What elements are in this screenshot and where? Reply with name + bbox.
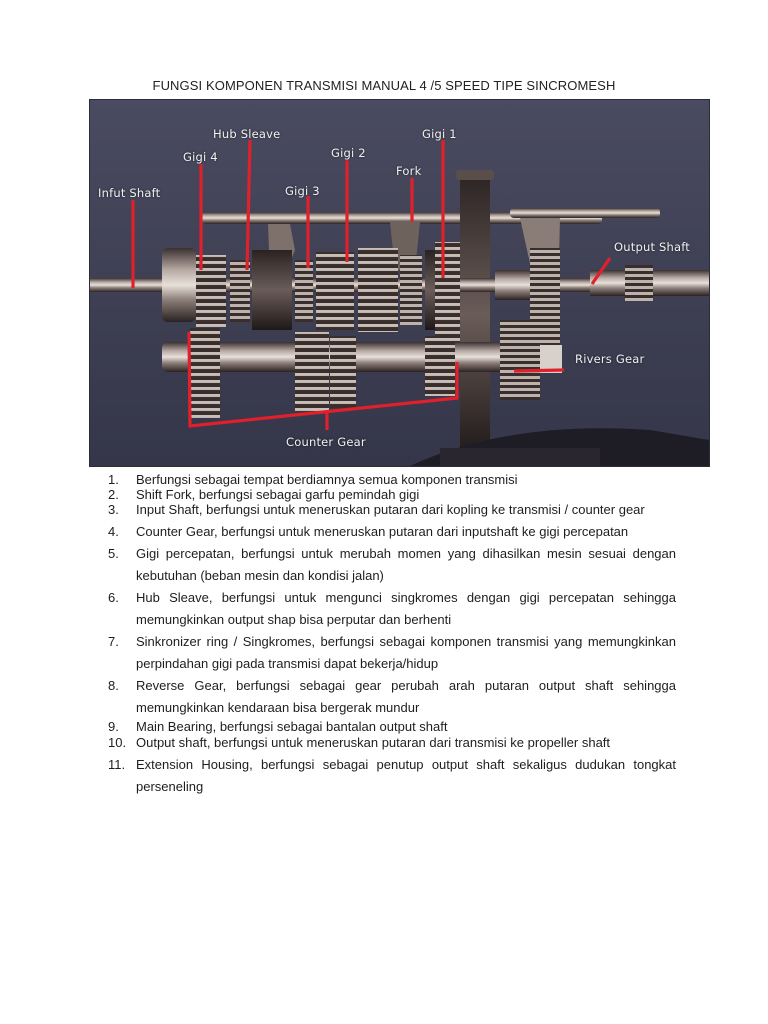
component-function-list	[108, 472, 676, 798]
list-item-text: Sinkronizer ring / Singkromes, berfungsi sebagai komponen transmisi yang memungkinkan perpindahan gigi pada transmisi dapat bekerja/hidup	[136, 634, 676, 671]
list-item-text: Hub Sleave, berfungsi untuk mengunci singkromes dengan gigi percepatan sehingga memungkinkan output shap bisa perputar dan berhenti	[136, 590, 676, 627]
list-item-number: 3.	[108, 502, 119, 517]
label-fork: Fork	[396, 164, 422, 178]
list-item-text: Input Shaft, berfungsi untuk meneruskan putaran dari kopling ke transmisi / counter gear	[136, 502, 645, 517]
label-gigi-1: Gigi 1	[422, 127, 457, 141]
list-item-text: Shift Fork, berfungsi sebagai garfu pemindah gigi	[136, 487, 420, 502]
list-item-text: Output shaft, berfungsi untuk meneruskan putaran dari transmisi ke propeller shaft	[136, 735, 611, 750]
list-item	[108, 754, 676, 798]
page-title: FUNGSI KOMPONEN TRANSMISI MANUAL 4 /5 SPEED TIPE SINCROMESH	[152, 78, 616, 93]
list-item	[108, 587, 676, 631]
list-item-text: Berfungsi sebagai tempat berdiamnya semua komponen transmisi	[136, 472, 518, 487]
list-item-number: 10.	[108, 735, 127, 750]
list-item-number: 6.	[108, 590, 119, 605]
list-item-text: Extension Housing, berfungsi sebagai penutup output shaft sekaligus dudukan tongkat perseneling	[136, 757, 676, 794]
list-item-number: 9.	[108, 719, 119, 734]
label-gigi-3: Gigi 3	[285, 184, 320, 198]
list-item-number: 1.	[108, 472, 119, 487]
list-item-number: 8.	[108, 678, 119, 693]
list-item	[108, 543, 676, 587]
label-gigi-2: Gigi 2	[331, 146, 366, 160]
list-item	[108, 675, 676, 719]
label-counter-gear: Counter Gear	[286, 435, 366, 449]
list-item-number: 2.	[108, 487, 119, 502]
transmission-figure	[90, 100, 709, 466]
list-item-number: 4.	[108, 524, 119, 539]
list-item-text: Reverse Gear, berfungsi sebagai gear perubah arah putaran output shaft sehingga memungkinkan kendaraan bisa bergerak mundur	[136, 678, 676, 715]
list-item-text: Main Bearing, berfungsi sebagai bantalan output shaft	[136, 719, 448, 734]
list-item-number: 11.	[108, 757, 126, 772]
list-item	[108, 472, 676, 487]
list-item	[108, 521, 676, 543]
list-item-text: Counter Gear, berfungsi untuk meneruskan putaran dari inputshaft ke gigi percepatan	[136, 524, 629, 539]
list-item-text: Gigi percepatan, berfungsi untuk merubah momen yang dihasilkan mesin sesuai dengan kebutuhan (beban mesin dan kondisi jalan)	[136, 546, 676, 583]
label-rivers-gear: Rivers Gear	[575, 352, 645, 366]
label-hub-sleave: Hub Sleave	[213, 127, 281, 141]
label-infut-shaft: Infut Shaft	[98, 186, 161, 200]
label-output-shaft: Output Shaft	[614, 240, 690, 254]
list-item	[108, 499, 676, 521]
list-item-number: 5.	[108, 546, 119, 561]
list-item	[108, 732, 676, 754]
list-item	[108, 631, 676, 675]
list-item-number: 7.	[108, 634, 119, 649]
label-gigi-4: Gigi 4	[183, 150, 218, 164]
